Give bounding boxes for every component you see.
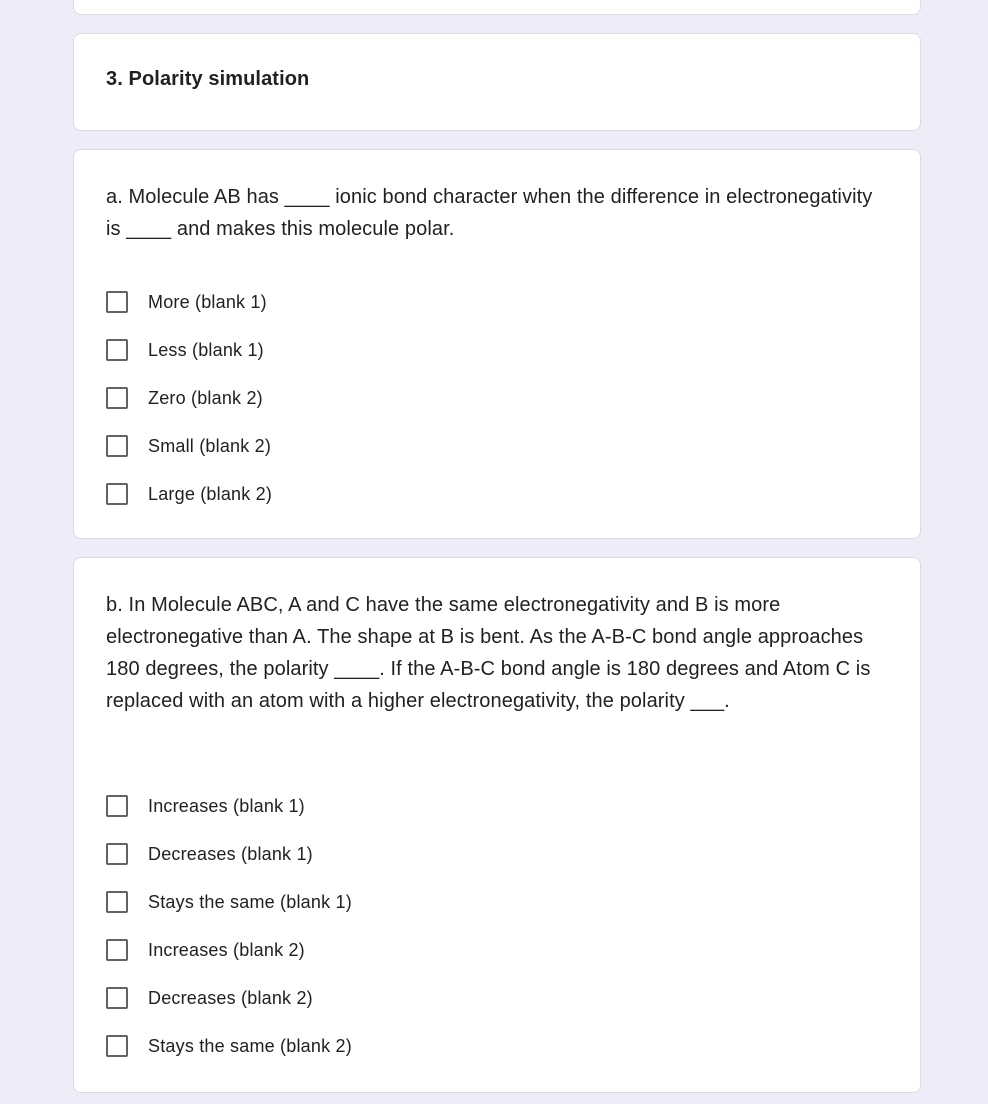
checkbox[interactable]: [106, 795, 128, 817]
checkbox-option[interactable]: [106, 326, 272, 374]
question-card-b: [73, 557, 921, 1093]
checkbox-group: [106, 782, 352, 1070]
checkbox-group: [106, 278, 272, 518]
checkbox-option[interactable]: [106, 782, 352, 830]
option-label: More (blank 1): [148, 291, 267, 312]
option-label: Decreases (blank 2): [148, 987, 313, 1008]
checkbox[interactable]: [106, 891, 128, 913]
section-title: 3. Polarity simulation: [106, 68, 310, 90]
previous-question-card: [73, 0, 921, 15]
option-label: Decreases (blank 1): [148, 843, 313, 864]
checkbox-option[interactable]: [106, 374, 272, 422]
checkbox[interactable]: [106, 987, 128, 1009]
checkbox-option[interactable]: [106, 470, 272, 518]
option-label: Stays the same (blank 2): [148, 1035, 352, 1056]
checkbox-option[interactable]: [106, 926, 352, 974]
checkbox[interactable]: [106, 483, 128, 505]
checkbox[interactable]: [106, 339, 128, 361]
option-label: Increases (blank 2): [148, 939, 305, 960]
checkbox-option[interactable]: [106, 422, 272, 470]
checkbox[interactable]: [106, 939, 128, 961]
checkbox-option[interactable]: [106, 1022, 352, 1070]
checkbox[interactable]: [106, 291, 128, 313]
checkbox[interactable]: [106, 843, 128, 865]
section-header-card: [73, 33, 921, 131]
checkbox-option[interactable]: [106, 278, 272, 326]
option-label: Stays the same (blank 1): [148, 891, 352, 912]
option-label: Zero (blank 2): [148, 387, 263, 408]
question-text: b. In Molecule ABC, A and C have the same electronegativity and B is more electronegative than A. The shape at B is bent. As the A-B-C bond angle approaches 180 degrees, the polarity ____. If the A-B-C bond angle is 180 degrees and Atom C is replaced with an atom with a higher electronegativity, the polarity ___.: [106, 594, 871, 712]
checkbox-option[interactable]: [106, 974, 352, 1022]
checkbox-option[interactable]: [106, 878, 352, 926]
checkbox[interactable]: [106, 387, 128, 409]
question-text: a. Molecule AB has ____ ionic bond character when the difference in electronegativity is ____ and makes this molecule polar.: [106, 186, 873, 240]
option-label: Small (blank 2): [148, 435, 272, 456]
option-label: Large (blank 2): [148, 483, 273, 504]
question-card-a: [73, 149, 921, 539]
checkbox[interactable]: [106, 1035, 128, 1057]
checkbox[interactable]: [106, 435, 128, 457]
checkbox-option[interactable]: [106, 830, 352, 878]
option-label: Increases (blank 1): [148, 795, 305, 816]
option-label: Less (blank 1): [148, 339, 264, 360]
